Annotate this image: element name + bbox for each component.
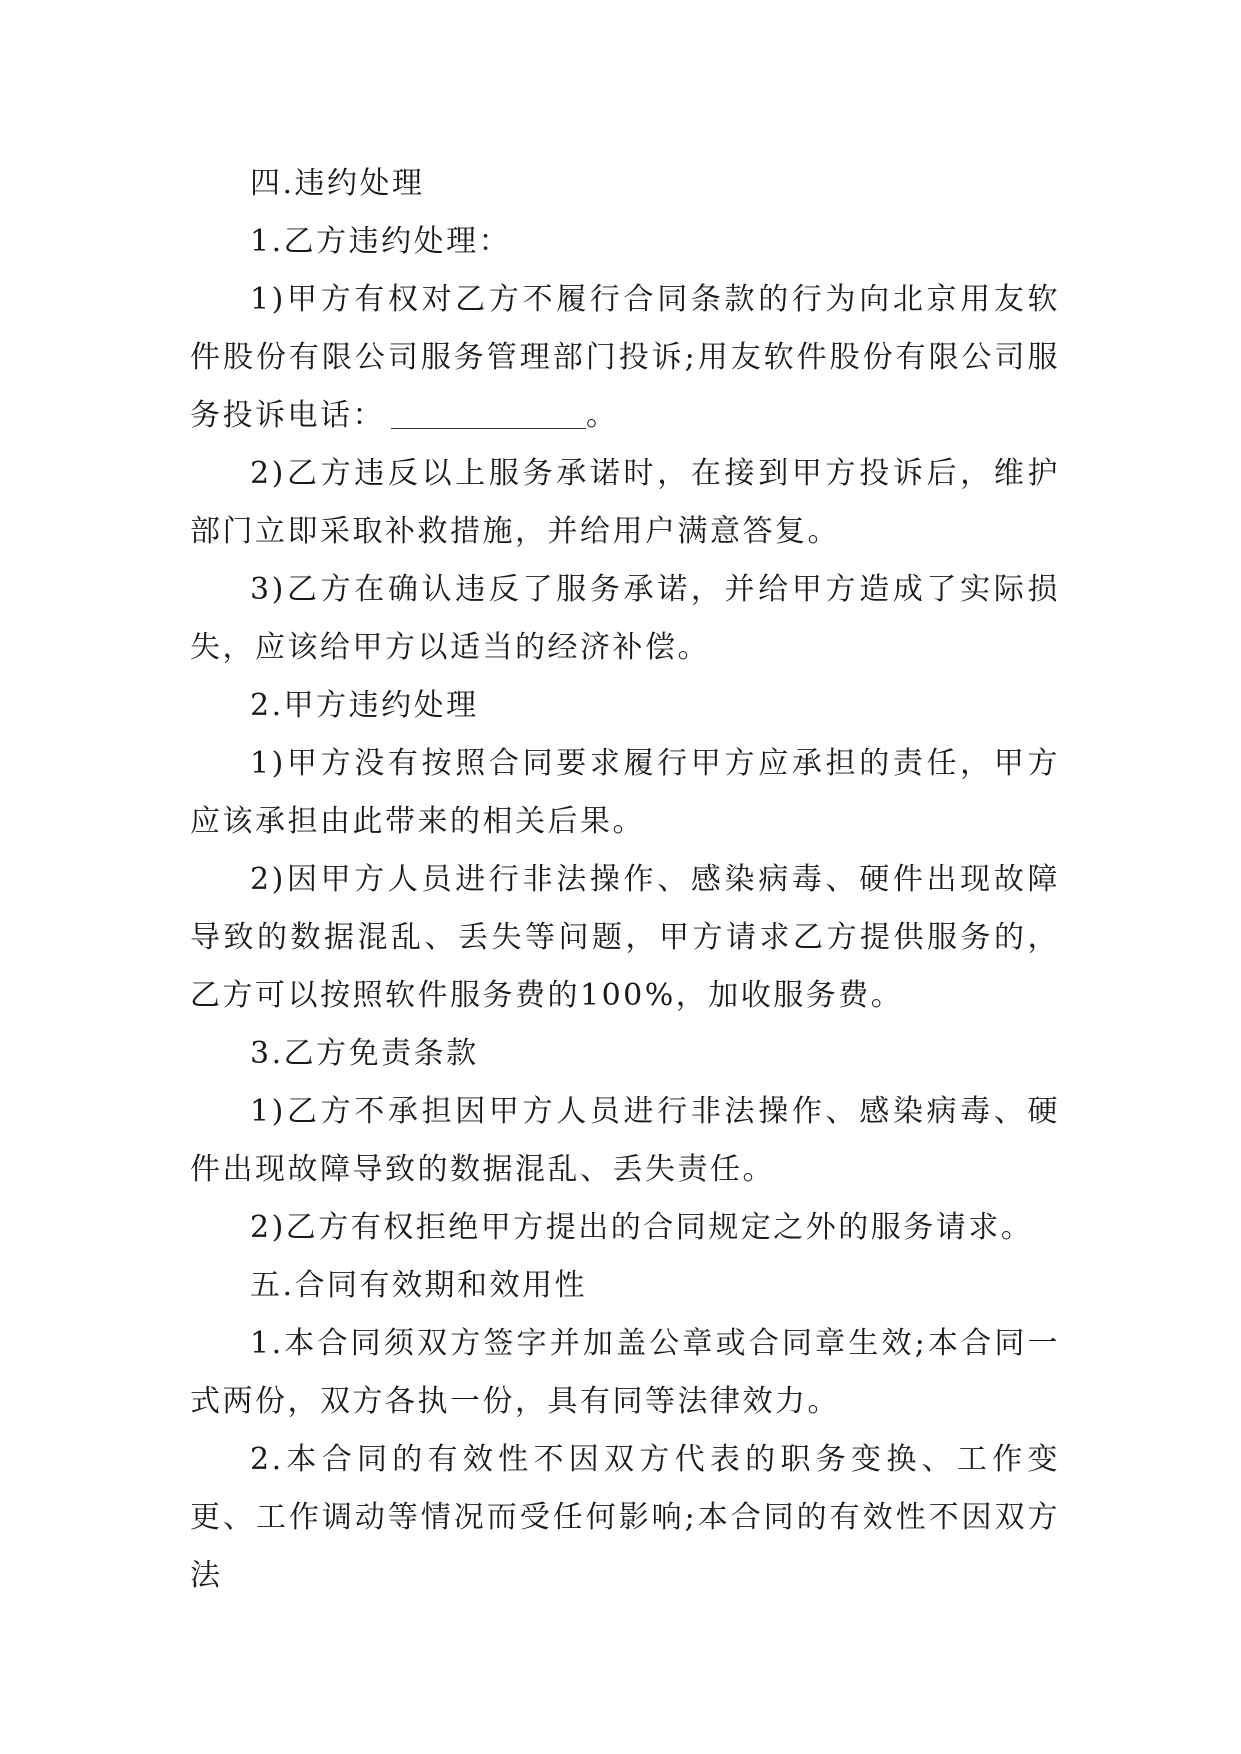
paragraph-extra-fee: 2)因甲方人员进行非法操作、感染病毒、硬件出现故障导致的数据混乱、丢失等问题，甲方请求乙方提供服务的，乙方可以按照软件服务费的100%，加收服务费。 [190,862,1060,1013]
subheading-party-a-breach: 2.甲方违约处理 [250,688,479,723]
paragraph-validity-unaffected: 2.本合同的有效性不因双方代表的职务变换、工作变更、工作调动等情况而受任何影响;本合同的有效性不因双方法 [190,1442,1060,1593]
document-body [190,155,1060,1605]
paragraph-remedy: 2)乙方违反以上服务承诺时，在接到甲方投诉后，维护部门立即采取补救措施，并给用户满意答复。 [190,456,1060,549]
paragraph-party-a-responsibility: 1)甲方没有按照合同要求履行甲方应承担的责任，甲方应该承担由此带来的相关后果。 [190,746,1060,839]
subheading-party-b-breach: 1.乙方违约处理： [250,224,512,259]
paragraph-complaint-end: 。 [586,398,619,433]
paragraph-refuse-requests: 2)乙方有权拒绝甲方提出的合同规定之外的服务请求。 [250,1210,1034,1245]
section-heading-breach: 四.违约处理 [250,166,425,201]
paragraph-complaint-right [190,271,1060,445]
complaint-phone-blank [391,398,586,429]
subheading-exemption: 3.乙方免责条款 [250,1036,479,1071]
paragraph-complaint-text: 1)甲方有权对乙方不履行合同条款的行为向北京用友软件股份有限公司服务管理部门投诉;用友软件股份有限公司服务投诉电话： [190,282,1060,433]
paragraph-effective-signature: 1.本合同须双方签字并加盖公章或合同章生效;本合同一式两份，双方各执一份，具有同等法律效力。 [190,1326,1060,1419]
paragraph-compensation: 3)乙方在确认违反了服务承诺，并给甲方造成了实际损失，应该给甲方以适当的经济补偿。 [190,572,1060,665]
section-heading-validity: 五.合同有效期和效用性 [250,1268,588,1303]
paragraph-exemption-liability: 1)乙方不承担因甲方人员进行非法操作、感染病毒、硬件出现故障导致的数据混乱、丢失责任。 [190,1094,1060,1187]
